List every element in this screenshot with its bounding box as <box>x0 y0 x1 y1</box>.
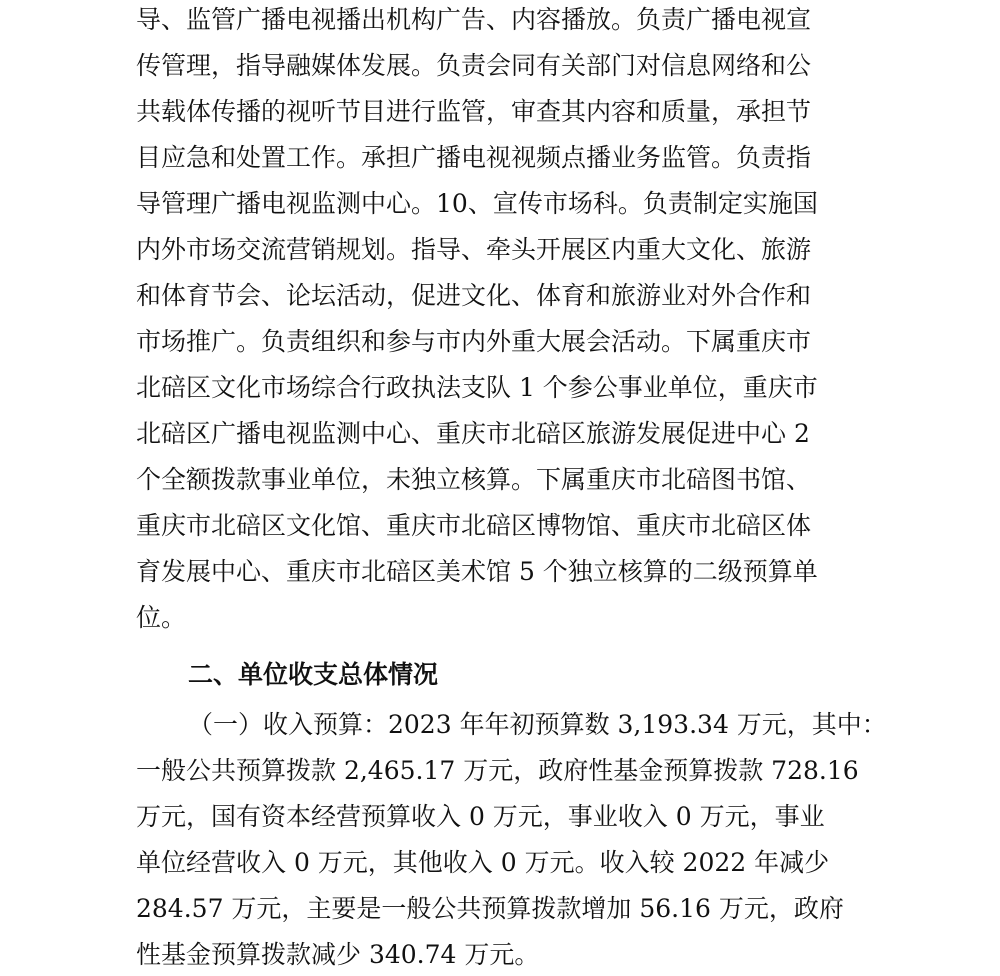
body-text-line: 位。 <box>136 603 187 632</box>
body-text-line: 内外市场交流营销规划。指导、牵头开展区内重大文化、旅游 <box>136 235 812 264</box>
body-text-line: 育发展中心、重庆市北碚区美术馆 5 个独立核算的二级预算单 <box>136 557 818 586</box>
body-text-line: 万元，国有资本经营预算收入 0 万元，事业收入 0 万元，事业 <box>136 802 825 831</box>
body-text-line: 284.57 万元，主要是一般公共预算拨款增加 56.16 万元，政府 <box>136 894 844 923</box>
body-text-line: 目应急和处置工作。承担广播电视视频点播业务监管。负责指 <box>136 143 812 172</box>
body-text-line: 市场推广。负责组织和参与市内外重大展会活动。下属重庆市 <box>136 327 812 356</box>
body-text-line: 和体育节会、论坛活动，促进文化、体育和旅游业对外合作和 <box>136 281 812 310</box>
body-text-line: 共载体传播的视听节目进行监管，审查其内容和质量，承担节 <box>136 97 812 126</box>
body-text-line: （一）收入预算：2023 年年初预算数 3,193.34 万元，其中： <box>188 710 887 739</box>
body-text-line: 导、监管广播电视播出机构广告、内容播放。负责广播电视宣 <box>136 5 812 34</box>
body-text-line: 个全额拨款事业单位，未独立核算。下属重庆市北碚图书馆、 <box>136 465 812 494</box>
body-text-line: 导管理广播电视监测中心。10、宣传市场科。负责制定实施国 <box>136 189 818 218</box>
body-text-line: 北碚区广播电视监测中心、重庆市北碚区旅游发展促进中心 2 <box>136 419 810 448</box>
body-text-line: 北碚区文化市场综合行政执法支队 1 个参公事业单位，重庆市 <box>136 373 818 402</box>
body-text-line: 性基金预算拨款减少 340.74 万元。 <box>136 940 540 969</box>
section-heading: 二、单位收支总体情况 <box>188 660 439 689</box>
body-text-line: 传管理，指导融媒体发展。负责会同有关部门对信息网络和公 <box>136 51 812 80</box>
body-text-line: 重庆市北碚区文化馆、重庆市北碚区博物馆、重庆市北碚区体 <box>136 511 812 540</box>
body-text-line: 单位经营收入 0 万元，其他收入 0 万元。收入较 2022 年减少 <box>136 848 830 877</box>
body-text-line: 一般公共预算拨款 2,465.17 万元，政府性基金预算拨款 728.16 <box>136 756 859 785</box>
